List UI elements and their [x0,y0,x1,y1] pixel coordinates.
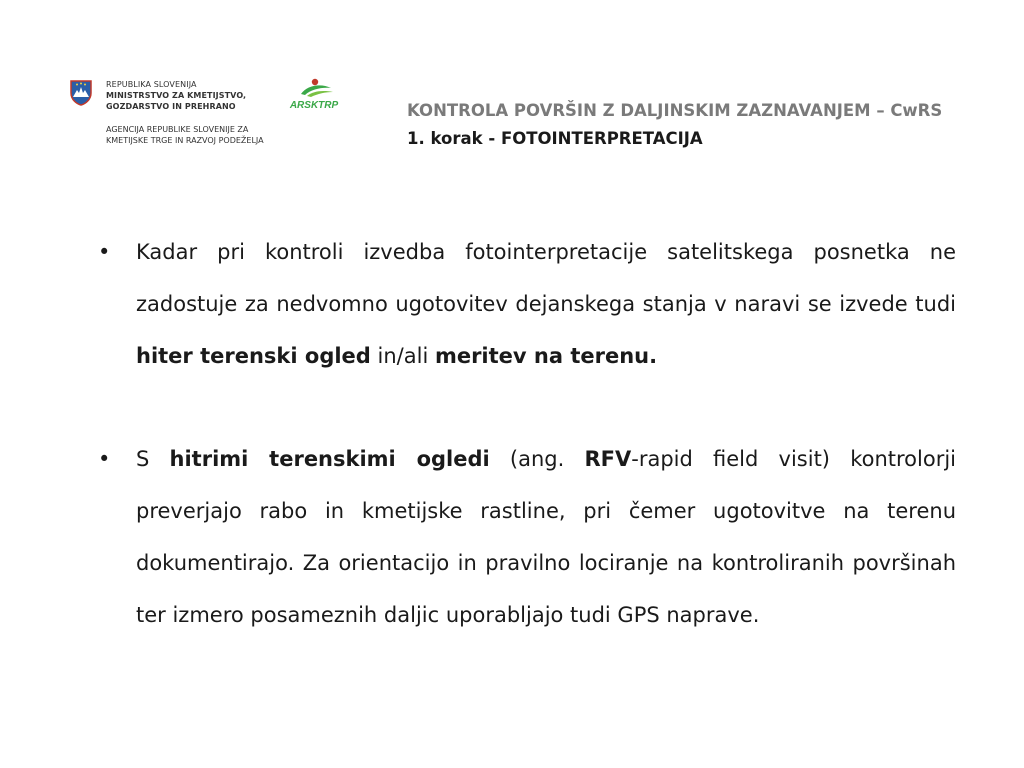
bullet-text-segment: Kadar pri kontroli izvedba fotointerpretacije satelitskega posnetka ne zadostuje za nedvomno ugotovitev dejanskega stanja v naravi se izvede tudi [136,240,956,316]
ministry-name [106,79,246,112]
ministry-line: MINISTRSTVO ZA KMETIJSTVO, [106,91,247,100]
agency-name [106,124,264,146]
slovenia-coat-of-arms-icon [70,80,92,106]
bullet-text-bold: RFV [584,447,632,471]
agency-line: KMETIJSKE TRGE IN RAZVOJ PODEŽELJA [106,136,264,145]
ministry-line: REPUBLIKA SLOVENIJA [106,80,197,89]
bullet-text-bold: meritev na terenu. [434,344,658,368]
bullet-text-segment: S [136,447,170,471]
bullet-text-segment: (ang. [489,447,585,471]
slide-body [98,226,956,641]
arsktrp-logo [287,76,341,112]
bullet-text-segment: -rapid field visit) kontrolorji preverjajo rabo in kmetijske rastline, pri čemer ugotovitve na terenu dokumentirajo. Za orientacijo in pravilno lociranje na kontroliranih površinah ter izmero posameznih daljic uporabljajo tudi GPS naprave. [136,447,956,627]
logo-wordmark: ARSKTRP [289,100,339,111]
slide-header [0,0,1024,170]
bullet-marker: • [98,240,111,264]
bullet-text-segment: in/ali [370,344,435,368]
bullet-text-bold: hitrimi terenskimi ogledi [169,447,490,471]
slide-title: KONTROLA POVRŠIN Z DALJINSKIM ZAZNAVANJEM – CwRS [407,101,943,120]
agency-line: AGENCIJA REPUBLIKE SLOVENIJE ZA [106,125,249,134]
ministry-line: GOZDARSTVO IN PREHRANO [106,102,236,111]
slide-subtitle: 1. korak - FOTOINTERPRETACIJA [407,129,703,148]
bullet-item [98,226,956,382]
bullet-item [98,433,956,641]
bullet-text-bold: hiter terenski ogled [136,344,371,368]
bullet-marker: • [98,447,111,471]
spacer [98,382,956,433]
